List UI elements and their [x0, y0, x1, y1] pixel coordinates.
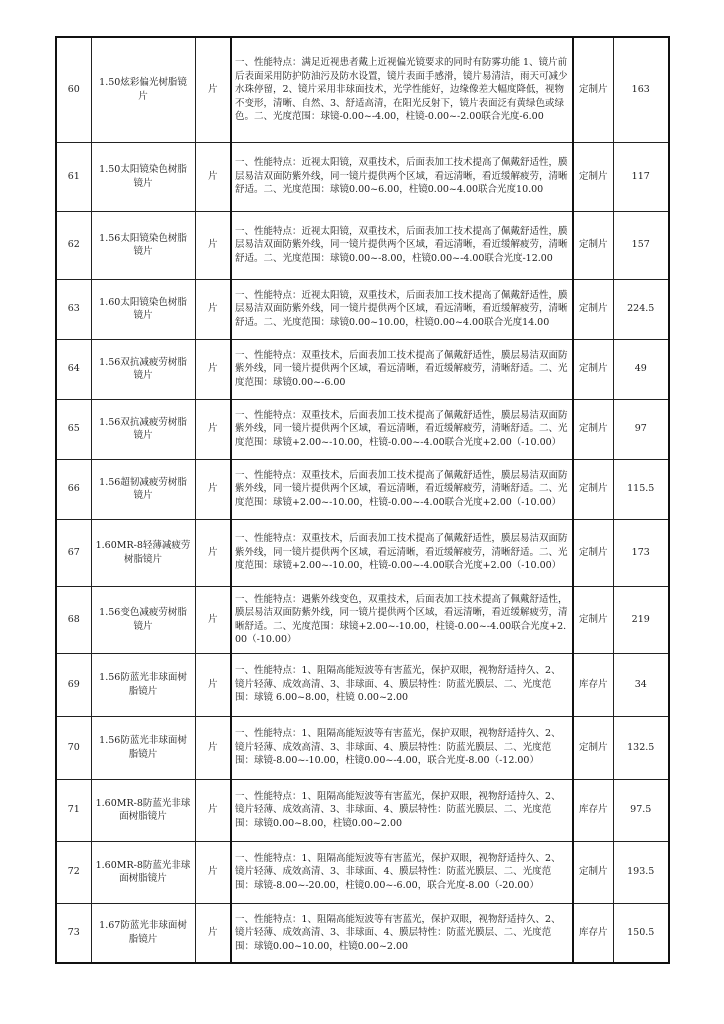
lens-type: 定制片 — [573, 142, 613, 211]
lens-type: 定制片 — [573, 399, 613, 459]
product-name: 1.56变色减疲劳树脂镜片 — [91, 586, 195, 653]
unit: 片 — [195, 211, 231, 279]
row-number: 67 — [56, 519, 91, 586]
price: 97.5 — [613, 779, 669, 841]
price: 49 — [613, 339, 669, 399]
product-description: 一、性能特点：1、阻隔高能短波等有害蓝光，保护双眼，视物舒适持久、2、镜片轻薄、成效高清、3、非球面、4、膜层特性：防蓝光膜层、二、光度范围：球镜0.00~10.00，柱镜0.00~2.00 — [231, 903, 573, 963]
lens-type: 定制片 — [573, 459, 613, 519]
price: 115.5 — [613, 459, 669, 519]
product-name: 1.60太阳镜染色树脂镜片 — [91, 279, 195, 339]
row-number: 63 — [56, 279, 91, 339]
table-row — [56, 37, 669, 142]
price: 163 — [613, 37, 669, 142]
row-number: 70 — [56, 716, 91, 779]
table-row — [56, 279, 669, 339]
price: 97 — [613, 399, 669, 459]
row-number: 71 — [56, 779, 91, 841]
product-description: 一、性能特点：遇紫外线变色，双重技术，后面表加工技术提高了佩戴舒适性，膜层易洁双面防紫外线，同一镜片提供两个区域，看远清晰，看近缓解疲劳，清晰舒适。二、光度范围：球镜+2.00~-10.00，柱镜-0.00~-4.00联合光度+2.00（-10.00） — [231, 586, 573, 653]
table-row — [56, 399, 669, 459]
price: 193.5 — [613, 841, 669, 903]
price: 132.5 — [613, 716, 669, 779]
product-name: 1.56防蓝光非球面树脂镜片 — [91, 653, 195, 716]
product-description: 一、性能特点：近视太阳镜，双重技术，后面表加工技术提高了佩戴舒适性，膜层易洁双面防紫外线，同一镜片提供两个区域，看远清晰，看近缓解疲劳，清晰舒适。二、光度范围：球镜0.00~6.00，柱镜0.00~4.00联合光度10.00 — [231, 142, 573, 211]
product-description: 一、性能特点：近视太阳镜，双重技术，后面表加工技术提高了佩戴舒适性，膜层易洁双面防紫外线，同一镜片提供两个区域，看远清晰，看近缓解疲劳，清晰舒适。二、光度范围：球镜0.00~10.00，柱镜0.00~4.00联合光度14.00 — [231, 279, 573, 339]
product-name: 1.56超韧减疲劳树脂镜片 — [91, 459, 195, 519]
product-name: 1.67防蓝光非球面树脂镜片 — [91, 903, 195, 963]
lens-type: 定制片 — [573, 37, 613, 142]
product-name: 1.56防蓝光非球面树脂镜片 — [91, 716, 195, 779]
unit: 片 — [195, 37, 231, 142]
product-name: 1.56双抗减疲劳树脂镜片 — [91, 339, 195, 399]
row-number: 72 — [56, 841, 91, 903]
price: 34 — [613, 653, 669, 716]
product-description: 一、性能特点：双重技术，后面表加工技术提高了佩戴舒适性，膜层易洁双面防紫外线，同一镜片提供两个区域，看远清晰，看近缓解疲劳，清晰舒适。二、光度范围：球镜+2.00~-10.00，柱镜-0.00~-4.00联合光度+2.00（-10.00） — [231, 399, 573, 459]
table-row — [56, 586, 669, 653]
unit: 片 — [195, 779, 231, 841]
table-row — [56, 841, 669, 903]
table-row — [56, 519, 669, 586]
lens-type: 库存片 — [573, 903, 613, 963]
product-description: 一、性能特点：满足近视患者戴上近视偏光镜要求的同时有防雾功能 1、镜片前后表面采用防护防油污及防水设置，镜片表面手感滑，镜片易清洁，雨天可减少水珠停留，2、镜片采用非球面技术，光学性能好，边缘像差大幅度降低，视物不变形，清晰、自然、3、舒适高清，在阳光反射下，镜片表面泛有黄绿色或绿色。二、光度范围：球镜-0.00~-4.00，柱镜-0.00~-2.00联合光度-6.00 — [231, 37, 573, 142]
lens-type: 定制片 — [573, 279, 613, 339]
row-number: 61 — [56, 142, 91, 211]
lens-type: 定制片 — [573, 339, 613, 399]
price: 117 — [613, 142, 669, 211]
price: 173 — [613, 519, 669, 586]
table-row — [56, 653, 669, 716]
product-name: 1.56双抗减疲劳树脂镜片 — [91, 399, 195, 459]
row-number: 69 — [56, 653, 91, 716]
lens-type: 定制片 — [573, 841, 613, 903]
product-description: 一、性能特点：双重技术，后面表加工技术提高了佩戴舒适性，膜层易洁双面防紫外线，同一镜片提供两个区域，看远清晰，看近缓解疲劳，清晰舒适。二、光度范围：球镜+2.00~-10.00，柱镜-0.00~-4.00联合光度+2.00（-10.00） — [231, 459, 573, 519]
price: 150.5 — [613, 903, 669, 963]
product-description: 一、性能特点：1、阻隔高能短波等有害蓝光，保护双眼，视物舒适持久、2、镜片轻薄、成效高清、3、非球面、4、膜层特性：防蓝光膜层、二、光度范围：球镜0.00~8.00，柱镜0.00~2.00 — [231, 779, 573, 841]
table-row — [56, 716, 669, 779]
product-name: 1.60MR-8防蓝光非球面树脂镜片 — [91, 841, 195, 903]
unit: 片 — [195, 279, 231, 339]
unit: 片 — [195, 399, 231, 459]
product-description: 一、性能特点：1、阻隔高能短波等有害蓝光，保护双眼，视物舒适持久、2、镜片轻薄、成效高清、3、非球面、4、膜层特性：防蓝光膜层、二、光度范围：球镜-8.00~-20.00，柱镜0.00~-6.00，联合光度-8.00（-20.00） — [231, 841, 573, 903]
row-number: 62 — [56, 211, 91, 279]
lens-type: 定制片 — [573, 716, 613, 779]
unit: 片 — [195, 142, 231, 211]
table-row — [56, 459, 669, 519]
product-name: 1.50太阳镜染色树脂镜片 — [91, 142, 195, 211]
unit: 片 — [195, 903, 231, 963]
row-number: 60 — [56, 37, 91, 142]
product-name: 1.56太阳镜染色树脂镜片 — [91, 211, 195, 279]
product-description: 一、性能特点：1、阻隔高能短波等有害蓝光，保护双眼，视物舒适持久、2、镜片轻薄、成效高清、3、非球面、4、膜层特性：防蓝光膜层、二、光度范围：球镜-8.00~-10.00，柱镜0.00~-4.00，联合光度-8.00（-12.00） — [231, 716, 573, 779]
row-number: 66 — [56, 459, 91, 519]
unit: 片 — [195, 339, 231, 399]
unit: 片 — [195, 841, 231, 903]
lens-type: 定制片 — [573, 211, 613, 279]
product-description: 一、性能特点：双重技术，后面表加工技术提高了佩戴舒适性，膜层易洁双面防紫外线，同一镜片提供两个区域，看远清晰，看近缓解疲劳，清晰舒适。二、光度范围：球镜+2.00~-10.00，柱镜-0.00~-4.00联合光度+2.00（-10.00） — [231, 519, 573, 586]
lens-type: 库存片 — [573, 779, 613, 841]
table-row — [56, 779, 669, 841]
row-number: 73 — [56, 903, 91, 963]
unit: 片 — [195, 586, 231, 653]
product-name: 1.50炫彩偏光树脂镜片 — [91, 37, 195, 142]
unit: 片 — [195, 519, 231, 586]
lens-type: 库存片 — [573, 653, 613, 716]
price: 157 — [613, 211, 669, 279]
product-description: 一、性能特点：1、阻隔高能短波等有害蓝光，保护双眼，视物舒适持久、2、镜片轻薄、成效高清、3、非球面、4、膜层特性：防蓝光膜层、二、光度范围：球镜 6.00~8.00，柱镜 0.00~2.00 — [231, 653, 573, 716]
lens-type: 定制片 — [573, 519, 613, 586]
row-number: 64 — [56, 339, 91, 399]
table-row — [56, 142, 669, 211]
table-row — [56, 339, 669, 399]
unit: 片 — [195, 653, 231, 716]
product-description: 一、性能特点：近视太阳镜，双重技术，后面表加工技术提高了佩戴舒适性，膜层易洁双面防紫外线，同一镜片提供两个区域，看远清晰，看近缓解疲劳，清晰舒适。二、光度范围：球镜0.00~-8.00，柱镜0.00~-4.00联合光度-12.00 — [231, 211, 573, 279]
product-description: 一、性能特点：双重技术，后面表加工技术提高了佩戴舒适性，膜层易洁双面防紫外线，同一镜片提供两个区域，看远清晰，看近缓解疲劳，清晰舒适。二、光度范围：球镜0.00~-6.00 — [231, 339, 573, 399]
price: 224.5 — [613, 279, 669, 339]
product-name: 1.60MR-8防蓝光非球面树脂镜片 — [91, 779, 195, 841]
table-row — [56, 211, 669, 279]
row-number: 65 — [56, 399, 91, 459]
product-name: 1.60MR-8轻薄减疲劳树脂镜片 — [91, 519, 195, 586]
table-row — [56, 903, 669, 963]
unit: 片 — [195, 716, 231, 779]
row-number: 68 — [56, 586, 91, 653]
unit: 片 — [195, 459, 231, 519]
lens-type: 定制片 — [573, 586, 613, 653]
product-table — [55, 36, 670, 964]
price: 219 — [613, 586, 669, 653]
